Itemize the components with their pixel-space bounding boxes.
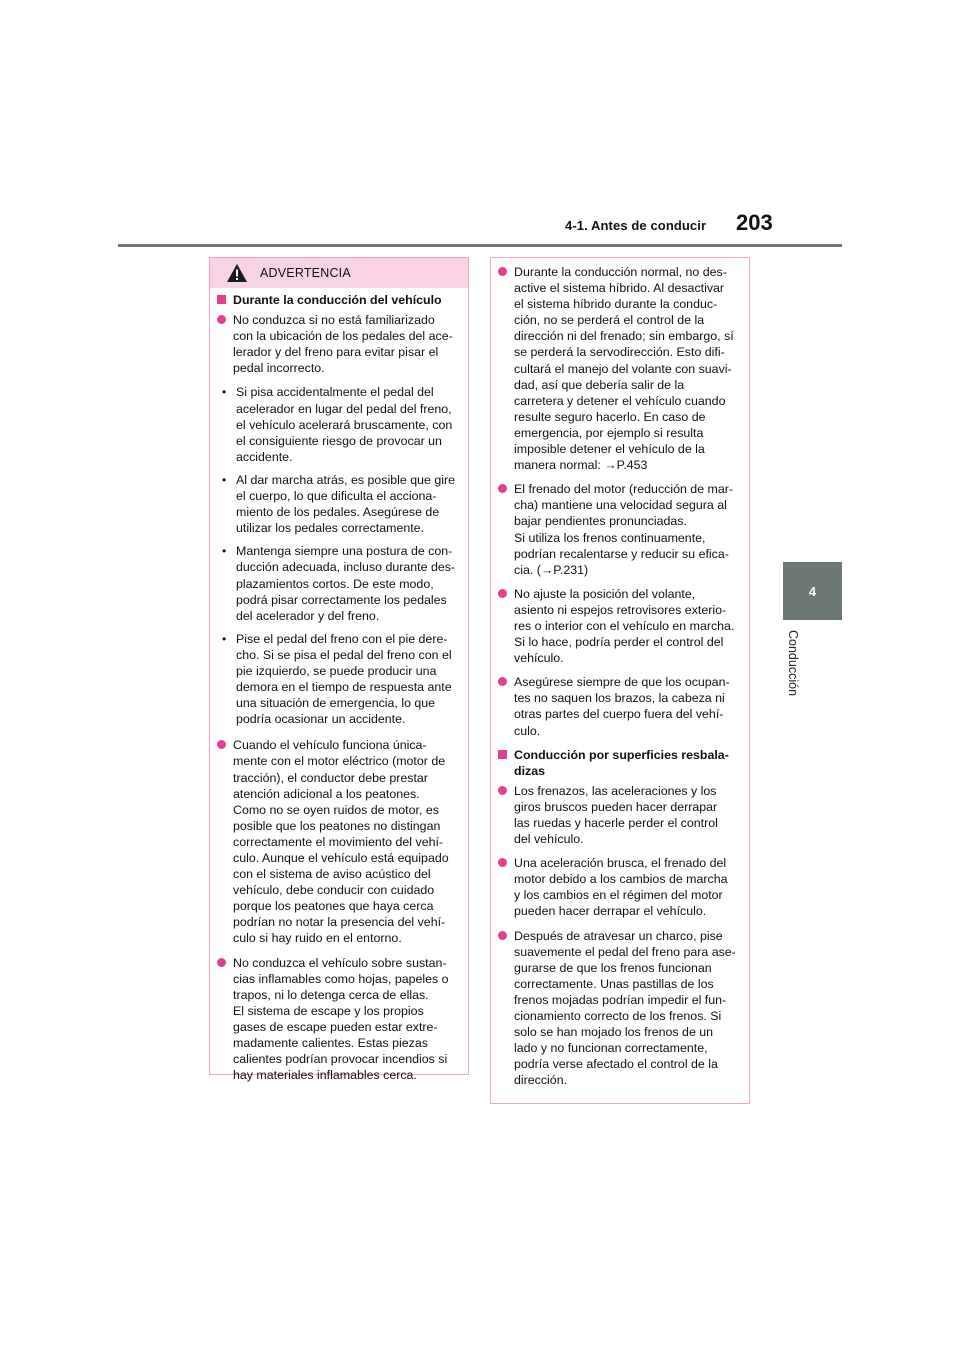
bullet-text: No ajuste la posición del volante, asiento ni espejos retrovisores exterio- res o interior con el vehículo en marcha. Si lo hace, podría perder el control del vehículo. <box>514 586 735 666</box>
bullet-text: El frenado del motor (reducción de mar- cha) mantiene una velocidad segura al bajar pendientes pronunciadas. Si utiliza los frenos continuamente, podrían recalentarse y reducir su efica- cia. (→P.231) <box>514 482 734 577</box>
heading-text: Durante la conducción del vehículo <box>233 293 442 307</box>
circle-bullet-icon <box>498 484 507 493</box>
warning-title: ADVERTENCIA <box>260 266 351 280</box>
warning-box <box>209 257 469 1083</box>
sub-item <box>216 472 458 536</box>
square-bullet-icon <box>217 295 226 304</box>
sub-item <box>216 543 458 623</box>
circle-bullet-icon <box>217 958 226 967</box>
circle-bullet-icon <box>498 677 507 686</box>
list-item <box>497 783 739 847</box>
chapter-tab <box>783 562 842 620</box>
warning-continuation-box <box>490 257 750 1104</box>
bullet-text: No conduzca si no está familiarizado con la ubicación de los pedales del ace- lerador y del freno para evitar pisar el pedal incorrecto. <box>233 313 453 376</box>
list-item <box>497 674 739 738</box>
list-item <box>497 928 739 1089</box>
bullet-text: Cuando el vehículo funciona única- mente con el motor eléctrico (motor de tracción), el conductor debe prestar atención adicional a los peatones. Como no se oyen ruidos de motor, es posible que los peatones no distingan correctamente el movimiento del vehí- culo. Aunque el vehículo está equipado con el sistema de aviso acústico del vehículo, debe conducir con cuidado porque los peatones que haya cerca podrían no notar la presencia del vehí- culo si hay ruido en el entorno. <box>233 738 449 946</box>
circle-bullet-icon <box>498 931 507 940</box>
dot-marker-icon: • <box>222 472 227 487</box>
list-item <box>497 855 739 919</box>
list-item <box>216 312 458 376</box>
sub-item <box>216 631 458 728</box>
list-item <box>216 737 458 946</box>
circle-bullet-icon <box>217 315 226 324</box>
bullet-text: Asegúrese siempre de que los ocupan- tes no saquen los brazos, la cabeza ni otras partes del cuerpo fuera del vehí- culo. <box>514 675 730 738</box>
circle-bullet-icon <box>498 858 507 867</box>
circle-bullet-icon <box>498 589 507 598</box>
circle-bullet-icon <box>217 740 226 749</box>
sub-text: Si pisa accidentalmente el pedal del acelerador en lugar del pedal del freno, el vehículo acelerará bruscamente, con el consiguiente riesgo de provocar un accidente. <box>236 385 453 464</box>
circle-bullet-icon <box>498 267 507 276</box>
section-title: 4-1. Antes de conducir <box>565 218 707 233</box>
page-number: 203 <box>736 210 773 235</box>
header-divider <box>118 244 842 247</box>
chapter-label <box>786 630 806 710</box>
list-item <box>497 264 739 473</box>
square-bullet-icon <box>498 750 507 759</box>
section-heading <box>497 747 739 779</box>
chapter-title: Conducción <box>786 630 800 697</box>
bullet-text: Durante la conducción normal, no des- active el sistema híbrido. Al desactivar el sistema híbrido durante la conduc- ción, no se perderá el control de la dirección ni del frenado; sin embargo, sí se perderá la servodirección. Esto difi- cultará el manejo del volante con suavi- dad, así que debería salir de la carretera y detener el vehículo cuando resulte seguro hacerlo. En caso de emergencia, por ejemplo si resulta imposible detener el vehículo de la manera normal: →P.453 <box>514 265 734 473</box>
dot-marker-icon: • <box>222 385 227 400</box>
list-item <box>497 481 739 578</box>
warning-header <box>210 258 468 288</box>
heading-text: Conducción por superficies resbala- dizas <box>514 747 729 778</box>
sub-text: Al dar marcha atrás, es posible que gire el cuerpo, lo que dificulta el acciona- miento de los pedales. Asegúrese de utilizar los pedales correctamente. <box>236 472 456 536</box>
bullet-text: Una aceleración brusca, el frenado del motor debido a los cambios de marcha y los cambios en el régimen del motor pueden hacer derrapar el vehículo. <box>514 856 728 919</box>
list-item <box>497 586 739 666</box>
sub-text: Pise el pedal del freno con el pie dere- cho. Si se pisa el pedal del freno con el pie izquierdo, se puede producir una demora en el tiempo de respuesta ante una situación de emergencia, lo que podría ocasionar un accidente. <box>236 631 452 727</box>
dot-marker-icon: • <box>222 544 227 559</box>
sub-item <box>216 384 458 464</box>
circle-bullet-icon <box>498 786 507 795</box>
sub-text: Mantenga siempre una postura de con- ducción adecuada, incluso durante des- plazamientos cortos. De este modo, podrá pisar correctamente los pedales del acelerador y del freno. <box>236 544 456 623</box>
bullet-text: Los frenazos, las aceleraciones y los giros bruscos pueden hacer derrapar las ruedas y hacerle perder el control del vehículo. <box>514 783 718 847</box>
bullet-text: Después de atravesar un charco, pise suavemente el pedal del freno para ase- gurarse de que los frenos funcionan correctamente. Unas pastillas de los frenos mojadas podrían impedir el fun- cionamiento correcto de los frenos. Si solo se han mojado los frenos de un lado y no funcionan correctamente, podría verse afectado el control de la dirección. <box>514 928 736 1088</box>
chapter-number: 4 <box>808 583 817 599</box>
warning-heading <box>216 292 458 308</box>
bullet-text: No conduzca el vehículo sobre sustan- cias inflamables como hojas, papeles o trapos, ni lo detenga cerca de ellas. El sistema de escape y los propios gases de escape pueden estar extre- madamente calientes. Estas piezas calientes podrían provocar incendios si hay materiales inflamables cerca. <box>233 955 449 1083</box>
list-item <box>216 955 458 1084</box>
warning-triangle-icon <box>226 263 248 283</box>
dot-marker-icon: • <box>222 631 227 646</box>
